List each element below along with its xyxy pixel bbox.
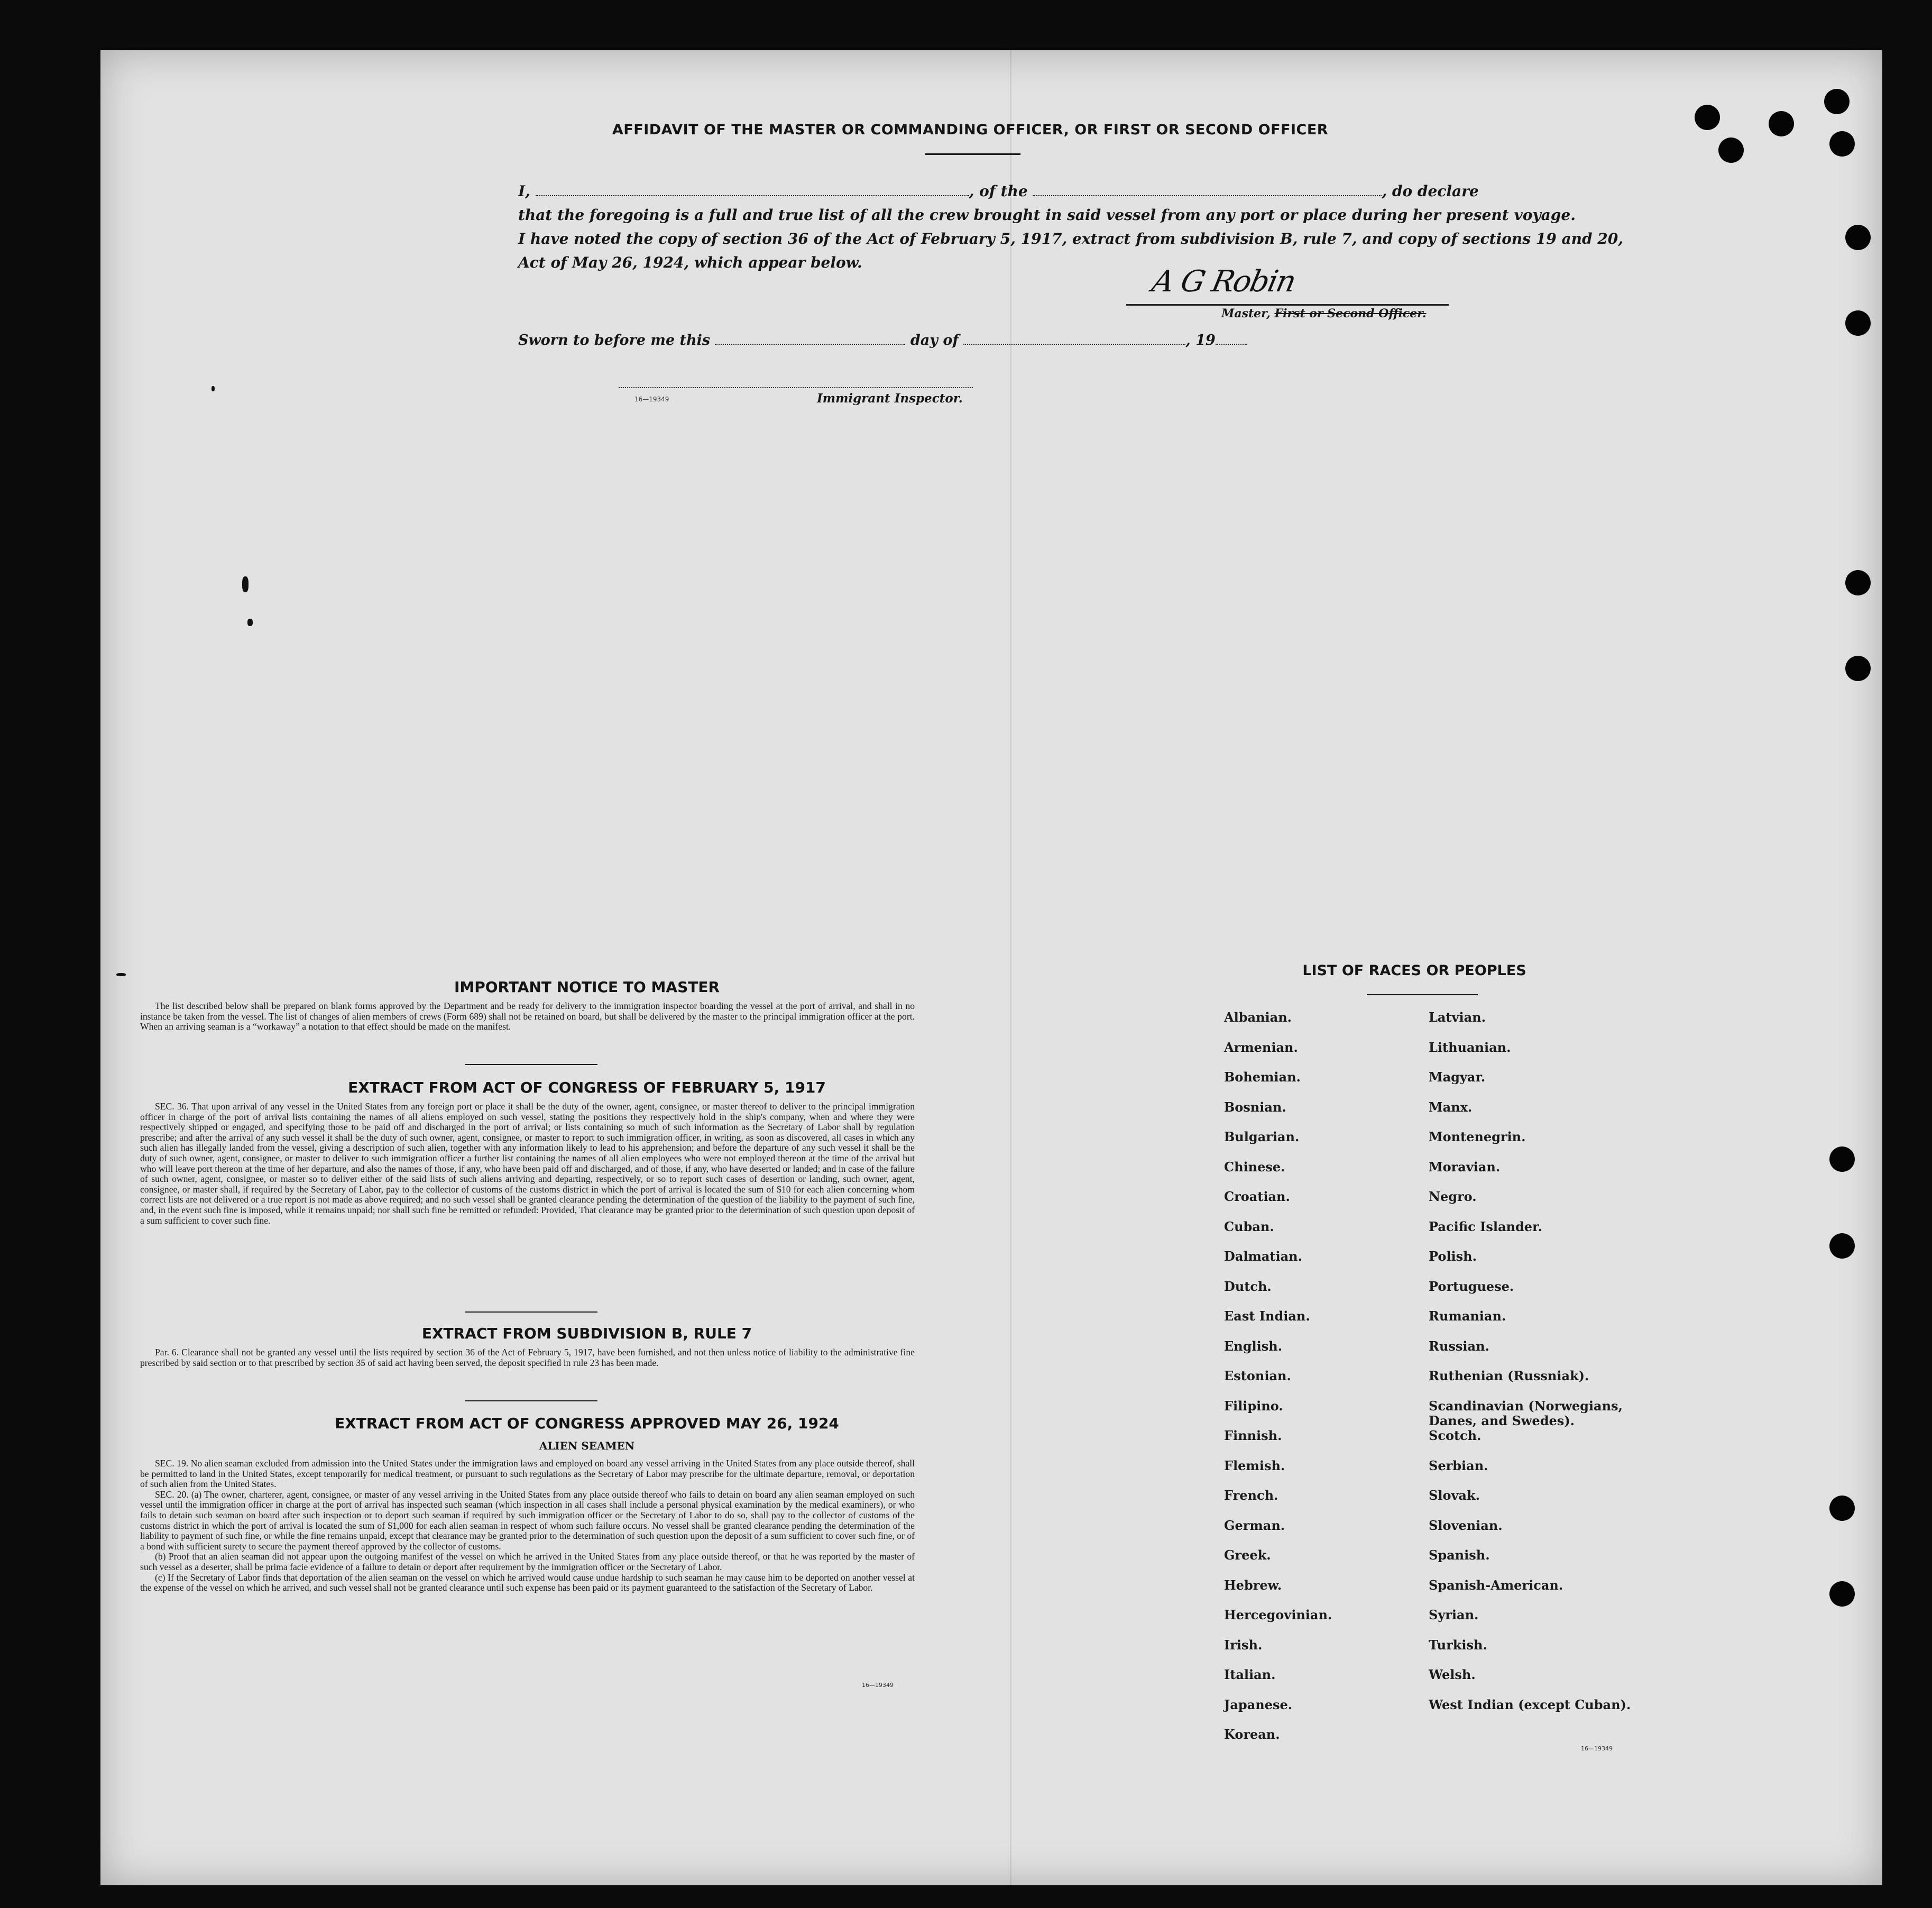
race-item: Dutch. xyxy=(1224,1278,1272,1294)
race-item: Moravian. xyxy=(1429,1159,1501,1175)
sec20a-paragraph: SEC. 20. (a) The owner, charterer, agent, consignee, or master of any vessel arriving in the United States from any place outside thereof who fails to detain on board any alien seaman employed on such vessel until the immigration officer in charge at the port of arrival has inspected such seaman (which inspection in all cases shall include a personal physical examination by the medical examiners), or who fails to detain such seaman on board after such inspection or to deport such seaman if required by such immigration officer or the Secretary of Labor to do so, shall pay to the collector of customs of the customs district in which the port of arrival is located the sum of $1,000 for each alien seaman in respect of whom such failure occurs. No vessel shall be granted clearance pending the determination of the liability to payment of such fine, or while the fine remains unpaid, except that clearance may be granted prior to the determination of such question upon the deposit of a sum sufficient to cover such fine, or of a bond with sufficient surety to secure the payment thereof approved by the collector of customs. xyxy=(140,1489,915,1552)
race-item: Spanish-American. xyxy=(1429,1577,1563,1593)
sworn-day-of: day of xyxy=(910,332,959,348)
race-item: Irish. xyxy=(1224,1637,1263,1653)
affidavit-of-the: , of the xyxy=(969,182,1028,200)
race-item: Flemish. xyxy=(1224,1457,1285,1473)
race-item: Korean. xyxy=(1224,1727,1280,1742)
race-item: Magyar. xyxy=(1429,1069,1486,1085)
race-item: Chinese. xyxy=(1224,1159,1285,1175)
punch-hole xyxy=(1845,570,1871,595)
notice-title: IMPORTANT NOTICE TO MASTER xyxy=(454,978,720,996)
extract-1924-title: EXTRACT FROM ACT OF CONGRESS APPROVED MAY 26, 1924 xyxy=(335,1415,839,1432)
punch-hole xyxy=(1769,111,1794,136)
race-item: Polish. xyxy=(1429,1249,1477,1264)
signature-line xyxy=(1126,304,1449,306)
extract-1917-text xyxy=(140,1102,915,1226)
race-item: Lithuanian. xyxy=(1429,1039,1511,1055)
race-item: Filipino. xyxy=(1224,1398,1283,1414)
title-rule xyxy=(925,153,1020,155)
race-item: Latvian. xyxy=(1429,1010,1486,1025)
race-item: Russian. xyxy=(1429,1338,1489,1354)
race-item: French. xyxy=(1224,1488,1278,1503)
sworn-prefix: Sworn to before me this xyxy=(518,332,711,348)
vessel-blank xyxy=(1033,185,1382,196)
race-item: Slovenian. xyxy=(1429,1517,1503,1533)
race-item: Greek. xyxy=(1224,1547,1271,1563)
ink-speck xyxy=(247,619,253,626)
race-item: Japanese. xyxy=(1224,1696,1293,1712)
punch-hole xyxy=(1829,1233,1855,1259)
race-item: English. xyxy=(1224,1338,1283,1354)
race-item: Albanian. xyxy=(1224,1010,1292,1025)
sec20c-paragraph: (c) If the Secretary of Labor finds that deportation of the alien seaman on the vessel on which he arrived would cause undue hardship to such seaman he may cause him to be deported on another vessel at the expense of the vessel on which he arrived, and such vessel shall not be granted clearance until such expense has been paid or its payment guaranteed to the satisfaction of the Secretary of Labor. xyxy=(140,1572,915,1593)
race-item: Italian. xyxy=(1224,1667,1276,1682)
race-item: Pacific Islander. xyxy=(1429,1218,1542,1234)
affidavit-line-3: I have noted the copy of section 36 of the Act of February 5, 1917, extract from subdivision B, rule 7, and copy of sections 19 and 20, xyxy=(518,230,1624,247)
race-item: Montenegrin. xyxy=(1429,1129,1526,1144)
race-item: East Indian. xyxy=(1224,1308,1310,1324)
race-item: Portuguese. xyxy=(1429,1278,1514,1294)
affidavit-do-declare: , do declare xyxy=(1382,182,1479,200)
affidavit-title: AFFIDAVIT OF THE MASTER OR COMMANDING OFFICER, OR FIRST OR SECOND OFFICER xyxy=(612,122,1329,138)
year-blank xyxy=(1216,333,1247,345)
punch-hole xyxy=(1824,89,1850,114)
race-item: Bulgarian. xyxy=(1224,1129,1300,1144)
section-rule xyxy=(465,1311,597,1313)
race-item: Negro. xyxy=(1429,1189,1477,1204)
day-blank xyxy=(715,333,905,345)
notice-paragraph: The list described below shall be prepared on blank forms approved by the Department and be ready for delivery to the immigration inspector boarding the vessel at the port of arrival, and shall in no instance be taken from the vessel. The list of changes of alien members of crews (Form 689) shall not be retained on board, but shall be delivered by the master to the principal immigration officer at the port. When an arriving seaman is a “workaway” a notation to that effect should be made on the manifest. xyxy=(140,1001,915,1032)
affidavit-line-2: that the foregoing is a full and true list of all the crew brought in said vessel from any port or place during her present voyage. xyxy=(518,206,1576,224)
affidavit-line-4: Act of May 26, 1924, which appear below. xyxy=(518,254,862,271)
extract-1917-title: EXTRACT FROM ACT OF CONGRESS OF FEBRUARY 5, 1917 xyxy=(348,1079,826,1096)
punch-hole xyxy=(1845,225,1871,250)
sec20b-paragraph: (b) Proof that an alien seaman did not appear upon the outgoing manifest of the vessel on which he arrived in the United States from any place outside thereof, or that he was reported by the master of such vessel as a deserter, shall be prima facie evidence of a failure to detain or deport after requirement by the immigration officer or the Secretary of Labor. xyxy=(140,1551,915,1572)
race-item: Hercegovinian. xyxy=(1224,1607,1332,1622)
race-item: German. xyxy=(1224,1517,1285,1533)
punch-hole xyxy=(1829,1146,1855,1172)
ink-speck xyxy=(116,973,126,976)
punch-hole xyxy=(1829,131,1855,157)
race-item: West Indian (except Cuban). xyxy=(1429,1696,1631,1712)
extract-1924-text xyxy=(140,1458,915,1593)
sworn-year-prefix: , 19 xyxy=(1185,332,1216,348)
race-item: Finnish. xyxy=(1224,1428,1282,1443)
ink-speck xyxy=(242,576,249,592)
affidavit-i: I, xyxy=(518,182,530,200)
sec36-paragraph: SEC. 36. That upon arrival of any vessel in the United States from any foreign port or place it shall be the duty of the owner, agent, consignee, or master thereof to deliver to the principal immigration officer in charge of the port of arrival lists containing the names of all aliens employed on such vessel, stating the positions they respectively hold in the ship's company, when and where they were respectively shipped or engaged, and specifying those to be paid off and discharged in the port of arrival; or lists containing so much of such information as the Secretary of Labor shall by regulation prescribe; and after the arrival of any such vessel it shall be the duty of such owner, agent, consignee, or master to report to such immigration officer, in writing, as soon as discovered, all cases in which any such alien has illegally landed from the vessel, giving a description of such alien, together with any information likely to lead to his apprehension; and before the departure of any such vessel it shall be the duty of such owner, agent, consignee, or master to deliver to such immigration officer a further list containing the names of all alien employees who were not employed thereon at the time of the arrival but who will leave port thereon at the time of her departure, and also the names of those, if any, who have been paid off and discharged, and of those, if any, who have deserted or landed; and in case of the failure of such owner, agent, consignee, or master so to deliver either of the said lists of such aliens arriving and departing, respectively, or so to report such cases of desertion or landing, such owner, agent, consignee, or master shall, if required by the Secretary of Labor, pay to the collector of customs of the customs district in which the port of arrival is located the sum of $10 for each alien concerning whom correct lists are not delivered or a true report is not made as above required; and no such vessel shall be granted clearance pending the determination of the question of the liability to the payment of such fine, and, in the event such fine is imposed, while it remains unpaid; nor shall such fine be remitted or refunded: Provided, That clearance may be granted prior to the determination of such question upon deposit of a sum sufficient to cover such fine. xyxy=(140,1101,915,1226)
punch-hole xyxy=(1845,656,1871,681)
master-text: Master, xyxy=(1221,307,1271,320)
race-item: Serbian. xyxy=(1429,1457,1488,1473)
race-item: Syrian. xyxy=(1429,1607,1479,1622)
race-item: Bohemian. xyxy=(1224,1069,1301,1085)
race-item: Armenian. xyxy=(1224,1039,1298,1055)
punch-hole xyxy=(1718,137,1744,163)
race-item: Rumanian. xyxy=(1429,1308,1506,1324)
races-column-1 xyxy=(1224,1010,1332,1757)
section-rule xyxy=(465,1400,597,1401)
notice-text xyxy=(140,1001,915,1032)
inspector-label: Immigrant Inspector. xyxy=(817,391,963,406)
master-label xyxy=(1221,307,1427,320)
race-item: Hebrew. xyxy=(1224,1577,1282,1593)
punch-hole xyxy=(1845,310,1871,336)
race-item: Dalmatian. xyxy=(1224,1249,1302,1264)
form-code: 16—19349 xyxy=(1581,1745,1613,1752)
struck-officer-text: First or Second Officer. xyxy=(1274,307,1427,320)
race-item: Cuban. xyxy=(1224,1218,1274,1234)
section-rule xyxy=(465,1064,597,1065)
race-item: Estonian. xyxy=(1224,1368,1291,1383)
sworn-line xyxy=(518,332,1247,348)
rule7-title: EXTRACT FROM SUBDIVISION B, RULE 7 xyxy=(421,1325,752,1342)
alien-seamen-subtitle: ALIEN SEAMEN xyxy=(539,1439,635,1452)
affidavit-line-1 xyxy=(518,182,1479,200)
form-code: 16—19349 xyxy=(862,1682,894,1689)
punch-hole xyxy=(1695,105,1720,130)
name-blank xyxy=(536,185,969,196)
race-item: Croatian. xyxy=(1224,1189,1290,1204)
rule7-paragraph: Par. 6. Clearance shall not be granted any vessel until the lists required by section 36 of the Act of February 5, 1917, have been furnished, and not then unless notice of liability to the administrative fine prescribed by said section or to that prescribed by section 35 of said act having been served, the deposit specified in rule 23 has been made. xyxy=(140,1347,915,1368)
race-item: Scotch. xyxy=(1429,1428,1482,1443)
punch-hole xyxy=(1829,1496,1855,1521)
ink-speck xyxy=(211,386,215,391)
race-item: Scandinavian (Norwegians, Danes, and Swedes). xyxy=(1429,1398,1623,1428)
sec19-paragraph: SEC. 19. No alien seaman excluded from admission into the United States under the immigration laws and employed on board any vessel arriving in the United States from any place outside thereof, shall be permitted to land in the United States, except temporarily for medical treatment, or pursuant to such regulations as the Secretary of Labor may prescribe for the ultimate departure, removal, or deportation of such alien from the United States. xyxy=(140,1458,915,1490)
punch-hole xyxy=(1829,1581,1855,1607)
race-item: Spanish. xyxy=(1429,1547,1490,1563)
race-item: Ruthenian (Russniak). xyxy=(1429,1368,1589,1383)
races-column-2 xyxy=(1429,1010,1631,1727)
race-item: Welsh. xyxy=(1429,1667,1476,1682)
race-item: Bosnian. xyxy=(1224,1099,1286,1115)
races-title: LIST OF RACES OR PEOPLES xyxy=(1302,962,1526,979)
form-code: 16—19349 xyxy=(634,396,669,403)
inspector-signature-line xyxy=(619,386,973,388)
race-item: Manx. xyxy=(1429,1099,1473,1115)
race-item: Slovak. xyxy=(1429,1488,1480,1503)
master-signature: A G Robin xyxy=(1149,264,1299,299)
month-blank xyxy=(963,333,1185,345)
page-fold xyxy=(1010,50,1011,1885)
rule7-text xyxy=(140,1347,915,1368)
races-rule xyxy=(1367,994,1478,995)
race-item: Turkish. xyxy=(1429,1637,1487,1653)
